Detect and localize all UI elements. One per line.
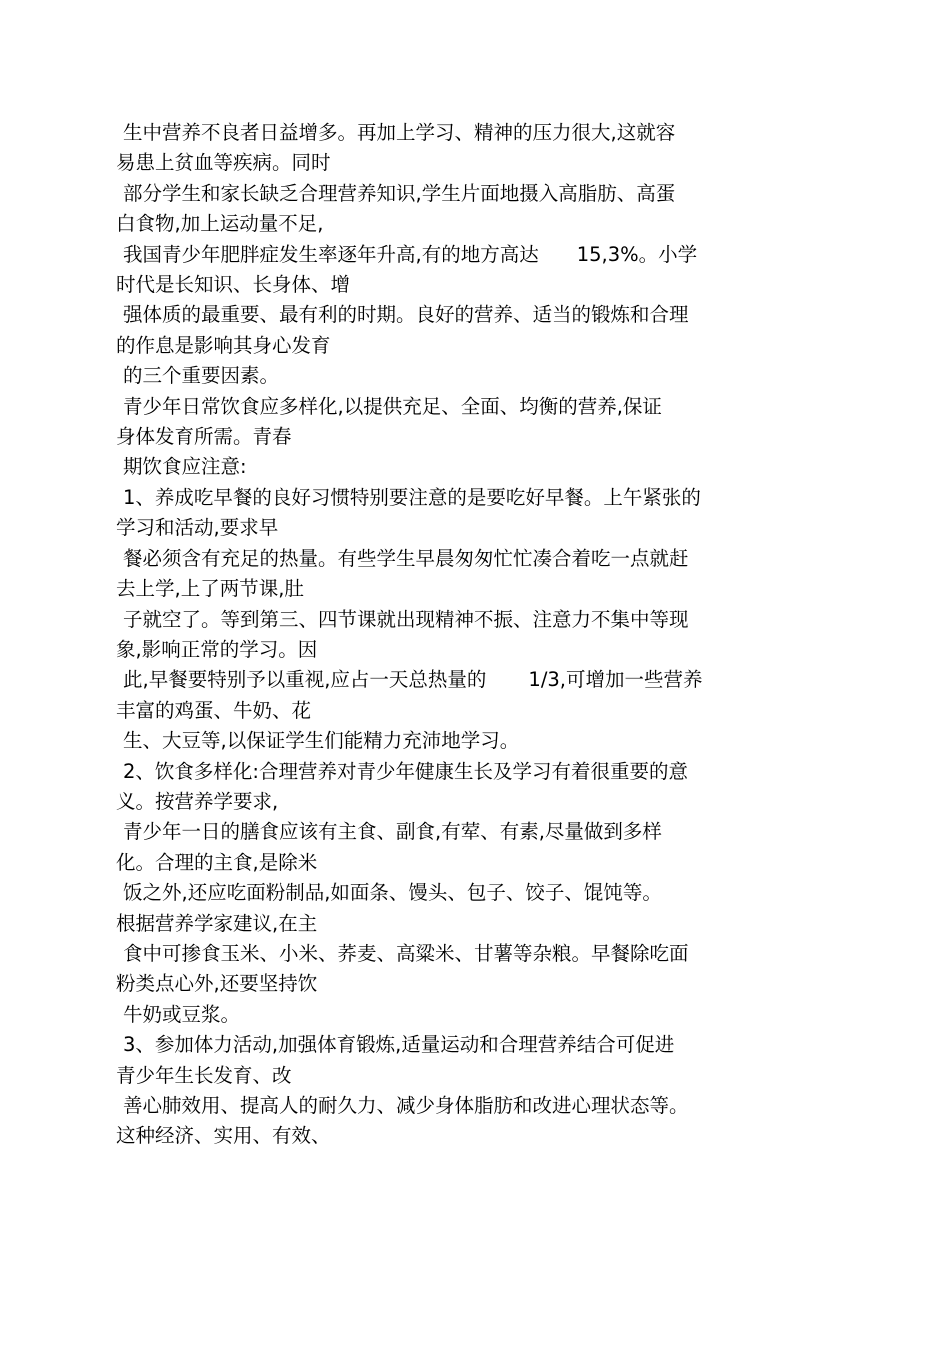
text-line: 义。按营养学要求, (116, 789, 279, 813)
paragraph (116, 939, 796, 1000)
text-fragment: 1/3,可增加一些营养 (528, 668, 703, 692)
paragraph (116, 483, 796, 544)
document-body (116, 118, 796, 1152)
paragraph (116, 1000, 796, 1030)
text-line: 化。合理的主食,是除米 (116, 850, 318, 874)
text-line: 期饮食应注意: (123, 455, 247, 479)
paragraph (116, 1030, 796, 1091)
text-line: 的作息是影响其身心发育 (116, 333, 331, 357)
paragraph (116, 240, 796, 301)
text-line: 这种经济、实用、有效、 (116, 1124, 331, 1148)
text-line: 2、饮食多样化:合理营养对青少年健康生长及学习有着很重要的意 (123, 759, 688, 783)
text-line: 生中营养不良者日益增多。再加上学习、精神的压力很大,这就容 (123, 121, 676, 144)
text-line: 食中可掺食玉米、小米、荞麦、高粱米、甘薯等杂粮。早餐除吃面 (123, 941, 689, 965)
text-line: 根据营养学家建议,在主 (116, 911, 318, 935)
text-line: 3、参加体力活动,加强体育锻炼,适量运动和合理营养结合可促进 (123, 1033, 675, 1057)
text-line: 善心肺效用、提高人的耐久力、减少身体脂肪和改进心理状态等。 (123, 1094, 689, 1117)
text-line: 此,早餐要特别予以重视,应占一天总热量的 (123, 668, 487, 692)
text-line: 餐必须含有充足的热量。有些学生早晨匆匆忙忙凑合着吃一点就赶 (123, 546, 689, 570)
text-line: 强体质的最重要、最有利的时期。良好的营养、适当的锻炼和合理 (123, 303, 689, 327)
paragraph (116, 878, 796, 939)
paragraph (116, 817, 796, 878)
text-fragment: 15,3%。小学 (576, 242, 698, 266)
text-line: 子就空了。等到第三、四节课就出现精神不振、注意力不集中等现 (123, 607, 689, 631)
text-line: 青少年一日的膳食应该有主食、副食,有荤、有素,尽量做到多样 (123, 820, 662, 844)
text-line: 去上学,上了两节课,肚 (116, 577, 304, 601)
paragraph (116, 361, 796, 391)
text-line: 时代是长知识、长身体、增 (116, 273, 351, 297)
text-line: 青少年生长发育、改 (116, 1063, 292, 1087)
paragraph (116, 665, 796, 726)
paragraph (116, 392, 796, 453)
text-line: 粉类点心外,还要坚持饮 (116, 972, 318, 996)
paragraph (116, 300, 796, 361)
text-line: 象,影响正常的学习。因 (116, 637, 318, 661)
text-line: 身体发育所需。青春 (116, 425, 292, 449)
paragraph (116, 544, 796, 605)
text-line: 的三个重要因素。 (123, 364, 280, 388)
paragraph (116, 452, 796, 482)
paragraph (116, 757, 796, 818)
paragraph (116, 605, 796, 666)
paragraph (116, 118, 796, 179)
text-line: 丰富的鸡蛋、牛奶、花 (116, 698, 312, 722)
text-line: 生、大豆等,以保证学生们能精力充沛地学习。 (123, 729, 520, 753)
text-line: 牛奶或豆浆。 (123, 1002, 241, 1026)
text-line: 饭之外,还应吃面粉制品,如面条、馒头、包子、饺子、馄饨等。 (123, 881, 662, 905)
text-line: 我国青少年肥胖症发生率逐年升高,有的地方高达 (123, 242, 539, 266)
text-line: 青少年日常饮食应多样化,以提供充足、全面、均衡的营养,保证 (123, 394, 662, 418)
paragraph (116, 726, 796, 756)
text-line: 学习和活动,要求早 (116, 516, 279, 540)
text-line: 1、养成吃早餐的良好习惯特别要注意的是要吃好早餐。上午紧张的 (123, 485, 701, 509)
text-line: 白食物,加上运动量不足, (116, 212, 324, 236)
paragraph (116, 179, 796, 240)
text-line: 易患上贫血等疾病。同时 (116, 151, 331, 175)
text-line: 部分学生和家长缺乏合理营养知识,学生片面地摄入高脂肪、高蛋 (123, 181, 676, 205)
paragraph (116, 1091, 796, 1152)
